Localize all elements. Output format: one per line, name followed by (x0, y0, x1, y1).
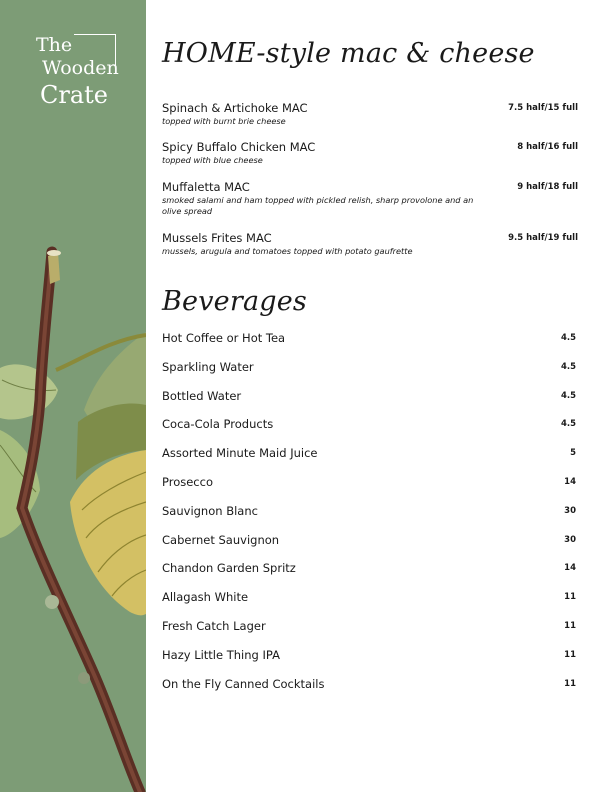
beverage-price: 4.5 (560, 362, 576, 372)
beverage-price: 4.5 (560, 391, 576, 401)
beverage-name: Hazy Little Thing IPA (162, 648, 280, 662)
beverage-item (162, 388, 576, 404)
beverage-item (162, 532, 576, 548)
item-description: smoked salami and ham topped with pickled relish, sharp provolone and an olive spread (162, 195, 474, 216)
beverage-price: 11 (564, 592, 576, 602)
beverage-price: 30 (564, 535, 576, 545)
beverage-name: Sparkling Water (162, 360, 254, 374)
beverage-name: Chandon Garden Spritz (162, 561, 296, 575)
beverage-name: On the Fly Canned Cocktails (162, 677, 325, 691)
menu-item (162, 140, 578, 166)
item-name: Mussels Frites MAC (162, 231, 272, 245)
item-name: Muffaletta MAC (162, 180, 250, 194)
item-price: 9 half/18 full (517, 182, 578, 192)
beverage-item (162, 330, 576, 346)
beverage-price: 11 (564, 679, 576, 689)
beverage-name: Cabernet Sauvignon (162, 533, 280, 547)
beverage-price: 14 (564, 563, 576, 573)
brand-logo (34, 34, 126, 110)
logo-frame-top (74, 34, 116, 35)
brand-line-1: The (36, 34, 73, 56)
beverage-name: Assorted Minute Maid Juice (162, 446, 318, 460)
beverage-name: Hot Coffee or Hot Tea (162, 331, 286, 345)
beverage-price: 11 (564, 621, 576, 631)
brand-line-3: Crate (40, 81, 108, 109)
menu-item (162, 231, 578, 257)
beverage-item (162, 647, 576, 663)
beverage-price: 30 (564, 506, 576, 516)
beverages-section-title: Beverages (162, 286, 307, 317)
item-name: Spinach & Artichoke MAC (162, 101, 308, 115)
menu-item (162, 180, 578, 217)
brand-line-2: Wooden (42, 57, 119, 79)
item-description: topped with blue cheese (162, 155, 263, 165)
mac-section-title: HOME-style mac & cheese (162, 38, 535, 69)
beverage-item (162, 445, 576, 461)
beverage-item (162, 676, 576, 692)
item-price: 8 half/16 full (517, 142, 578, 152)
beverage-name: Fresh Catch Lager (162, 619, 266, 633)
beverage-name: Prosecco (162, 475, 213, 489)
beverage-price: 11 (564, 650, 576, 660)
item-description: topped with burnt brie cheese (162, 116, 286, 126)
beverage-name: Sauvignon Blanc (162, 504, 258, 518)
beverage-item (162, 589, 576, 605)
item-description: mussels, arugula and tomatoes topped with potato gaufrette (162, 246, 413, 256)
item-price: 9.5 half/19 full (508, 233, 578, 243)
beverage-item (162, 560, 576, 576)
menu-item (162, 101, 578, 127)
beverage-item (162, 474, 576, 490)
beverage-name: Bottled Water (162, 389, 242, 403)
beverage-name: Allagash White (162, 590, 249, 604)
item-name: Spicy Buffalo Chicken MAC (162, 140, 316, 154)
beverage-name: Coca-Cola Products (162, 417, 274, 431)
beverage-price: 5 (570, 448, 576, 458)
beverage-item (162, 416, 576, 432)
botanical-branch-illustration (0, 240, 146, 792)
beverage-price: 14 (564, 477, 576, 487)
beverage-item (162, 503, 576, 519)
item-price: 7.5 half/15 full (508, 103, 578, 113)
beverage-price: 4.5 (560, 419, 576, 429)
beverage-item (162, 359, 576, 375)
beverage-price: 4.5 (560, 333, 576, 343)
beverage-item (162, 618, 576, 634)
sidebar-panel (0, 0, 146, 792)
